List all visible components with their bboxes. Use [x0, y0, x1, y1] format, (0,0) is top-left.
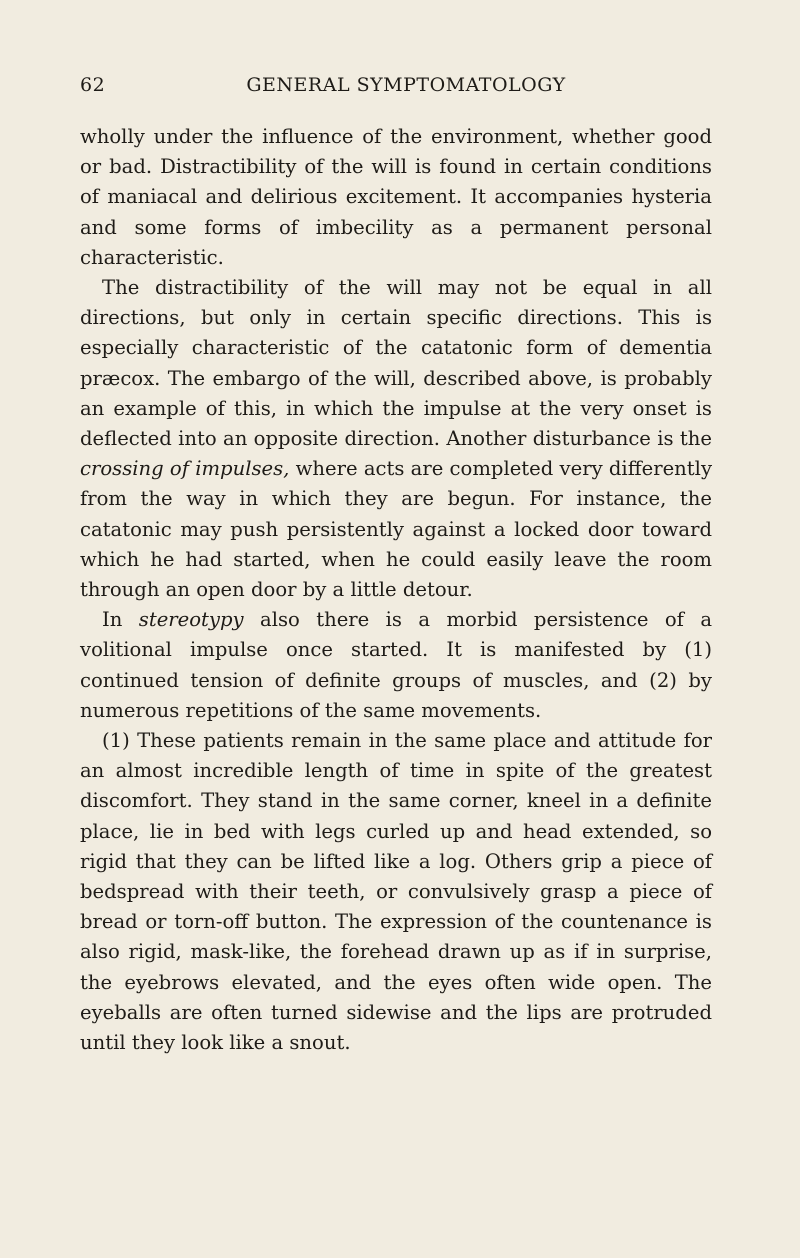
paragraph-3-text-end: also there is a morbid persistence of a volitional impulse once started. It is manifested by (1) continued tension of definite groups of muscles, and (2) by numerous repetitions of the same movements.	[80, 608, 713, 722]
crossing-of-impulses-term: crossing of impulses,	[80, 457, 290, 481]
paragraph-1: wholly under the influence of the environment, whether good or bad. Distractibility of the will is found in certain conditions of maniacal and delirious excitement. It accompanies hysteria and some forms of imbecility as a permanent personal characteristic.	[80, 125, 712, 269]
page-number: 62	[80, 74, 106, 96]
paragraph-2-text-end: where acts are completed very differently from the way in which they are begun. For instance, the catatonic may push persistently against a locked door toward which he had started, when he could easily leave the room through an open door by a little detour.	[80, 457, 713, 602]
running-title: GENERAL SYMPTOMATOLOGY	[246, 74, 566, 96]
paragraph-4: (1) These patients remain in the same place and attitude for an almost incredible length of time in spite of the greatest discomfort. They stand in the same corner, kneel in a definite place, lie in bed with legs curled up and head extended, so rigid that they can be lifted like a log. Others grip a piece of bedspread with their teeth, or convulsively grasp a piece of bread or torn-off button. The expression of the countenance is also rigid, mask-like, the forehead drawn up as if in surprise, the eyebrows elevated, and the eyes often wide open. The eyeballs are often turned sidewise and the lips are protruded until they look like a snout.	[80, 729, 712, 1055]
paragraph-2-text: The distractibility of the will may not be equal in all directions, but only in certain specific directions. This is especially characteristic of the catatonic form of dementia præcox. The embargo of the will, described above, is probably an example of this, in which the impulse at the very onset is deflected into an opposite direction. Another disturbance is the	[80, 276, 712, 451]
stereotypy-term: stereotypy	[138, 608, 244, 632]
page-header	[80, 74, 712, 104]
paragraph-3	[80, 605, 712, 726]
paragraph-3-text-start: In	[102, 608, 139, 632]
body-text	[80, 122, 712, 1058]
paragraph-2	[80, 273, 712, 605]
